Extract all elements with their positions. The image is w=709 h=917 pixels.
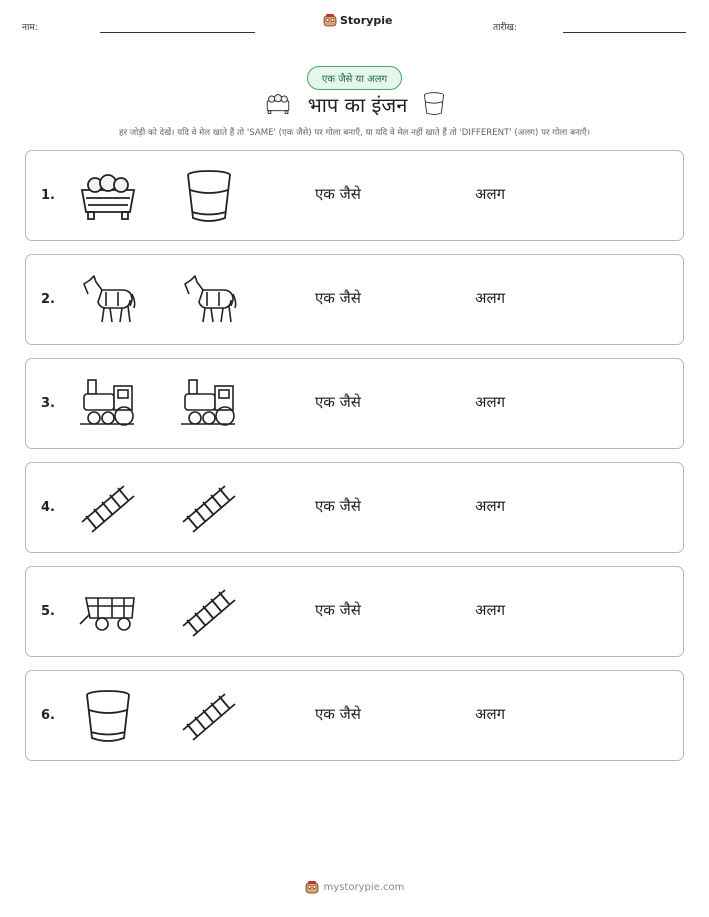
bucket-icon: [179, 168, 239, 226]
footer: [0, 880, 709, 894]
title-row: [0, 90, 709, 118]
railway-track-icon: [179, 480, 239, 538]
pair-row-2: [25, 254, 684, 345]
footer-site-link[interactable]: mystorypie.com: [323, 881, 405, 893]
row-number: 3.: [41, 396, 55, 411]
same-option[interactable]: एक जैसे: [315, 705, 361, 723]
row-number: 5.: [41, 604, 55, 619]
pair-row-3: [25, 358, 684, 449]
different-option[interactable]: अलग: [475, 289, 506, 307]
name-label: नाम:: [22, 23, 38, 33]
wagon-icon: [78, 584, 138, 642]
pair-row-4: [25, 462, 684, 553]
topic-tag: एक जैसे या अलग: [307, 66, 402, 90]
railway-track-icon: [78, 480, 138, 538]
different-option[interactable]: अलग: [475, 705, 506, 723]
page-title: भाप का इंजन: [307, 92, 408, 117]
storypie-mascot-icon: [305, 880, 319, 894]
pair-row-6: [25, 670, 684, 761]
railway-track-icon: [179, 584, 239, 642]
coal-cart-icon: [78, 168, 138, 226]
bucket-icon: [421, 90, 447, 118]
same-option[interactable]: एक जैसे: [315, 185, 361, 203]
pair-row-5: [25, 566, 684, 657]
row-number: 6.: [41, 708, 55, 723]
different-option[interactable]: अलग: [475, 497, 506, 515]
steam-engine-icon: [78, 376, 138, 434]
brand-name: Storypie: [340, 13, 393, 27]
pair-row-1: [25, 150, 684, 241]
same-option[interactable]: एक जैसे: [315, 601, 361, 619]
name-field[interactable]: [100, 32, 255, 33]
railway-track-icon: [179, 688, 239, 746]
different-option[interactable]: अलग: [475, 393, 506, 411]
storypie-mascot-icon: [323, 13, 337, 27]
coal-cart-icon: [262, 91, 294, 117]
row-number: 2.: [41, 292, 55, 307]
same-option[interactable]: एक जैसे: [315, 289, 361, 307]
row-number: 1.: [41, 188, 55, 203]
bucket-icon: [78, 688, 138, 746]
different-option[interactable]: अलग: [475, 601, 506, 619]
steam-engine-icon: [179, 376, 239, 434]
horse-icon: [78, 272, 138, 330]
horse-icon: [179, 272, 239, 330]
same-option[interactable]: एक जैसे: [315, 393, 361, 411]
row-number: 4.: [41, 500, 55, 515]
same-option[interactable]: एक जैसे: [315, 497, 361, 515]
instructions: हर जोड़ी को देखें। यदि वे मेल खाते हैं तो 'SAME' (एक जैसे) पर गोला बनाएँ, या यदि वे मेल नहीं खाते हैं तो 'DIFFERENT' (अलग) पर गोला बनाएँ।: [119, 128, 590, 138]
different-option[interactable]: अलग: [475, 185, 506, 203]
brand-logo: [323, 13, 392, 27]
date-label: तारीख:: [493, 23, 517, 33]
date-field[interactable]: [563, 32, 686, 33]
